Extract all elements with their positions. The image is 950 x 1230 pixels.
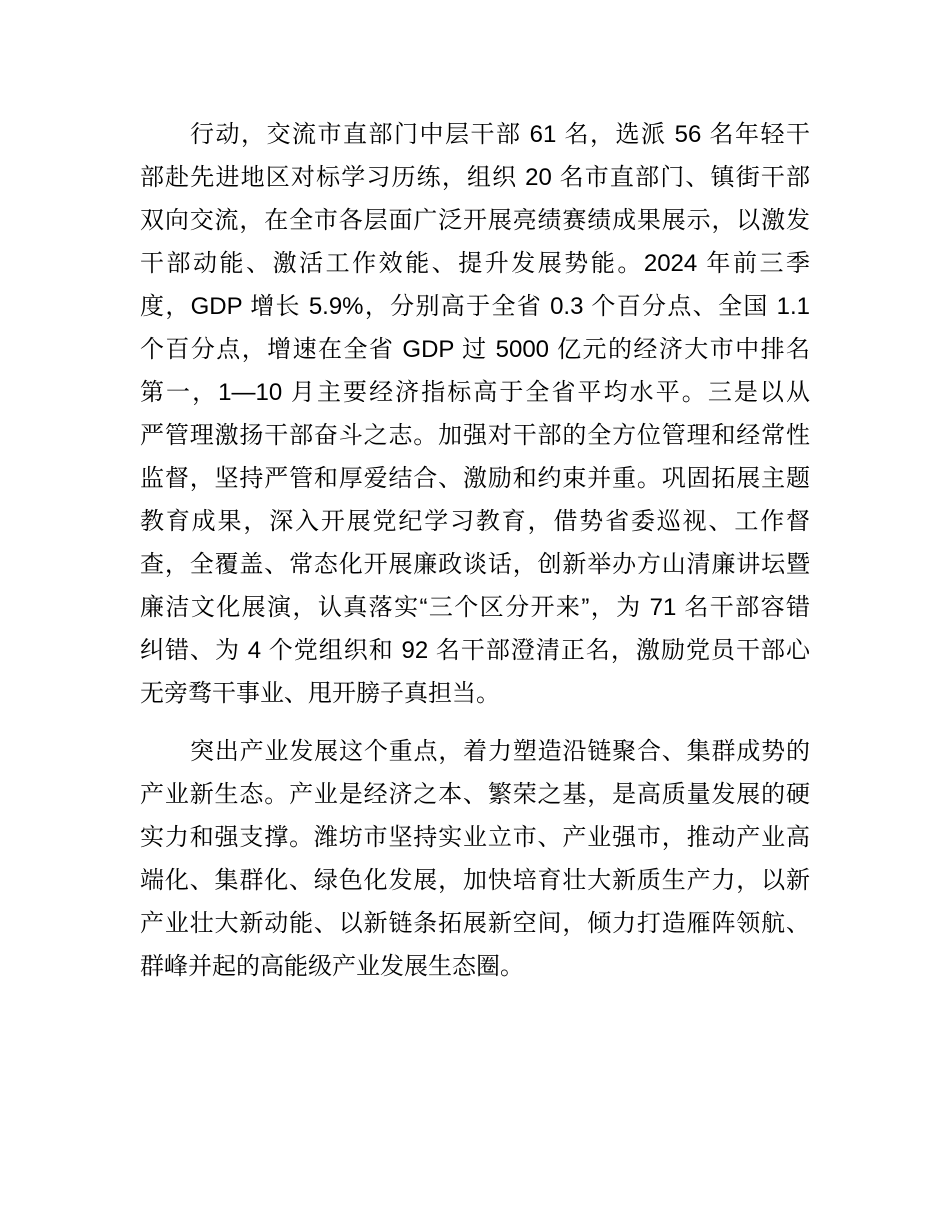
- text-line: 第一，1—10 月主要经济指标高于全省平均水平。三是以从: [140, 379, 810, 406]
- text-line: 严管理激扬干部奋斗之志。加强对干部的全方位管理和经常性: [140, 422, 810, 449]
- text-line: 纠错、为 4 个党组织和 92 名干部澄清正名，激励党员干部心: [140, 637, 810, 664]
- text-line: 教育成果，深入开展党纪学习教育，借势省委巡视、工作督: [140, 508, 810, 535]
- text-line: 突出产业发展这个重点，着力塑造沿链聚合、集群成势的: [190, 738, 810, 765]
- text-line: 产业新生态。产业是经济之本、繁荣之基，是高质量发展的硬: [140, 781, 810, 808]
- text-line: 查，全覆盖、常态化开展廉政谈话，创新举办方山清廉讲坛暨: [140, 551, 810, 578]
- text-line: 产业壮大新动能、以新链条拓展新空间，倾力打造雁阵领航、: [140, 910, 810, 937]
- text-line: 实力和强支撑。潍坊市坚持实业立市、产业强市，推动产业高: [140, 824, 810, 851]
- text-line: 无旁骛干事业、甩开膀子真担当。: [140, 680, 500, 707]
- body-paragraph-1: [140, 113, 810, 715]
- text-line: 部赴先进地区对标学习历练，组织 20 名市直部门、镇街干部: [140, 164, 810, 191]
- text-line: 干部动能、激活工作效能、提升发展势能。2024 年前三季: [140, 250, 810, 277]
- text-line: 个百分点，增速在全省 GDP 过 5000 亿元的经济大市中排名: [140, 336, 810, 363]
- text-line: 群峰并起的高能级产业发展生态圈。: [140, 953, 524, 980]
- text-line: 度，GDP 增长 5.9%，分别高于全省 0.3 个百分点、全国 1.1: [140, 293, 810, 320]
- text-line: 廉洁文化展演，认真落实“三个区分开来”，为 71 名干部容错: [140, 594, 810, 621]
- body-paragraph-2: [140, 730, 810, 988]
- text-line: 双向交流，在全市各层面广泛开展亮绩赛绩成果展示，以激发: [140, 207, 810, 234]
- text-line: 端化、集群化、绿色化发展，加快培育壮大新质生产力，以新: [140, 867, 810, 894]
- text-line: 监督，坚持严管和厚爱结合、激励和约束并重。巩固拓展主题: [140, 465, 810, 492]
- text-line: 行动，交流市直部门中层干部 61 名，选派 56 名年轻干: [190, 121, 810, 148]
